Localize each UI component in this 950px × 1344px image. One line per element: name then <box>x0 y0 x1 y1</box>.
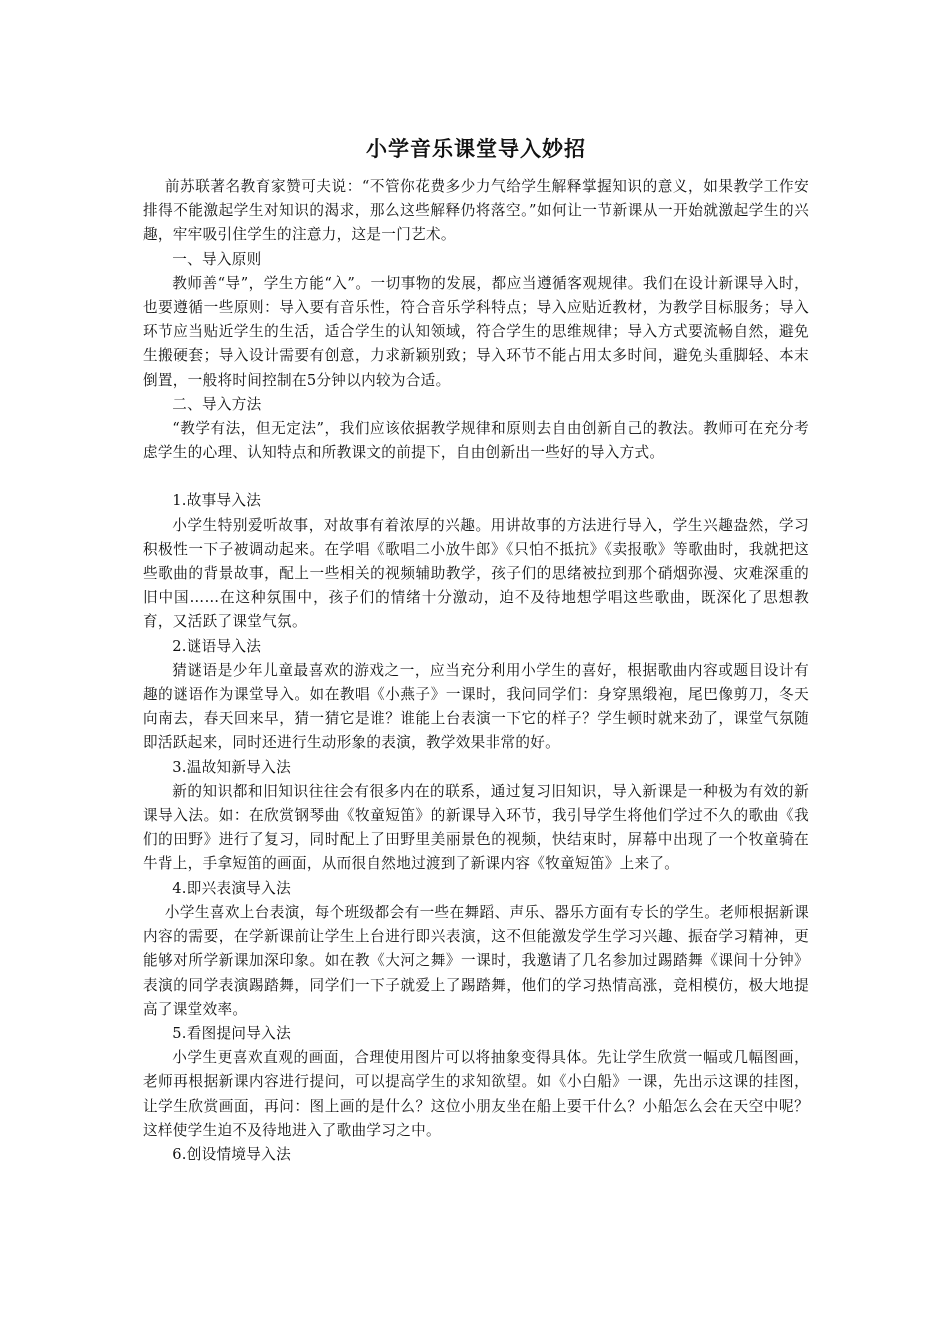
method-heading-picture: 5.看图提问导入法 <box>172 1024 291 1042</box>
blank-line <box>143 465 809 489</box>
method-heading-scenario: 6.创设情境导入法 <box>172 1145 291 1163</box>
method-paragraph-review: 新的知识都和旧知识往往会有很多内在的联系，通过复习旧知识，导入新课是一种极为有效的新课导入法。如：在欣赏钢琴曲《牧童短笛》的新课导入环节，我引导学生将他们学过不久的歌曲《我们的田野》进行了复习，同时配上了田野里美丽景色的视频，快结束时，屏幕中出现了一个牧童骑在牛背上，手拿短笛的画面，从而很自然地过渡到了新课内容《牧童短笛》上来了。 <box>143 782 809 873</box>
method-paragraph-performance: 小学生喜欢上台表演，每个班级都会有一些在舞蹈、声乐、器乐方面有专长的学生。老师根据新课内容的需要，在学新课前让学生上台进行即兴表演，这不但能激发学生学习兴趣、振奋学习精神，更能够对所学新课加深印象。如在教《大河之舞》一课时，我邀请了几名参加过踢踏舞《课间十分钟》表演的同学表演踢踏舞，同学们一下子就爱上了踢踏舞，他们的学习热情高涨，竞相模仿，极大地提高了课堂效率。 <box>143 903 809 1018</box>
document-title: 小学音乐课堂导入妙招 <box>366 137 586 161</box>
section-heading-principles: 一、导入原则 <box>172 250 262 268</box>
intro-paragraph: 前苏联著名教育家赞可夫说：“不管你花费多少力气给学生解释掌握知识的意义，如果教学工作安排得不能激起学生对知识的渴求，那么这些解释仍将落空。”如何让一节新课从一开始就激起学生的兴趣，牢牢吸引住学生的注意力，这是一门艺术。 <box>143 178 809 244</box>
document-page <box>143 133 809 1167</box>
method-paragraph-riddle: 猜谜语是少年儿童最喜欢的游戏之一，应当充分利用小学生的喜好，根据歌曲内容或题目设计有趣的谜语作为课堂导入。如在教唱《小燕子》一课时，我问同学们：身穿黑缎袍，尾巴像剪刀，冬天向南去，春天回来早，猜一猜它是谁？谁能上台表演一下它的样子？学生顿时就来劲了，课堂气氛随即活跃起来，同时还进行生动形象的表演，教学效果非常的好。 <box>143 661 809 752</box>
method-paragraph-picture: 小学生更喜欢直观的画面，合理使用图片可以将抽象变得具体。先让学生欣赏一幅或几幅图画，老师再根据新课内容进行提问，可以提高学生的求知欲望。如《小白船》一课，先出示这课的挂图，让学生欣赏画面，再问：图上画的是什么？这位小朋友坐在船上要干什么？小船怎么会在天空中呢？这样使学生迫不及待地进入了歌曲学习之中。 <box>143 1049 809 1139</box>
section-heading-methods: 二、导入方法 <box>172 395 262 413</box>
method-heading-story: 1.故事导入法 <box>172 492 262 510</box>
methods-intro-paragraph: “教学有法，但无定法”，我们应该依据教学规律和原则去自由创新自己的教法。教师可在充分考虑学生的心理、认知特点和所教课文的前提下，自由创新出一些好的导入方式。 <box>143 420 809 462</box>
method-heading-performance: 4.即兴表演导入法 <box>172 879 291 897</box>
method-paragraph-story: 小学生特别爱听故事，对故事有着浓厚的兴趣。用讲故事的方法进行导入，学生兴趣盎然，学习积极性一下子被调动起来。在学唱《歌唱二小放牛郎》《只怕不抵抗》《卖报歌》等歌曲时，我就把这些歌曲的背景故事，配上一些相关的视频辅助教学，孩子们的思绪被拉到那个硝烟弥漫、灾难深重的旧中国……在这种氛围中，孩子们的情绪十分激动，迫不及待地想学唱这些歌曲，既深化了思想教育，又活跃了课堂气氛。 <box>143 516 809 631</box>
method-heading-review: 3.温故知新导入法 <box>172 758 291 776</box>
method-heading-riddle: 2.谜语导入法 <box>172 637 262 655</box>
principles-paragraph: 教师善“导”，学生方能“入”。一切事物的发展，都应当遵循客观规律。我们在设计新课导入时，也要遵循一些原则：导入要有音乐性，符合音乐学科特点；导入应贴近教材，为教学目标服务；导入环节应当贴近学生的生活，适合学生的认知领域，符合学生的思维规律；导入方式要流畅自然，避免生搬硬套；导入设计需要有创意，力求新颖别致；导入环节不能占用太多时间，避免头重脚轻、本末倒置，一般将时间控制在5分钟以内较为合适。 <box>143 274 809 389</box>
